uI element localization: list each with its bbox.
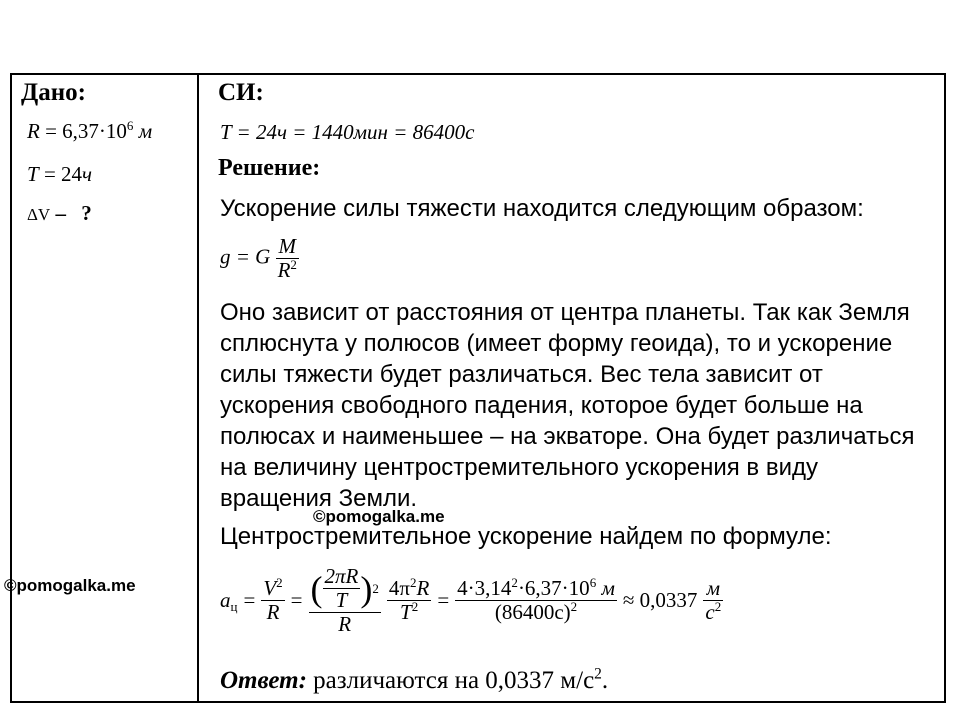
answer-label: Ответ:	[220, 667, 307, 694]
result-value: ≈ 0,0337	[622, 588, 698, 613]
watermark-left: ©pomogalka.me	[4, 576, 136, 595]
given-unknown: ΔV – ?	[27, 201, 92, 225]
gravity-intro: Ускорение силы тяжести находится следующим образом:	[220, 195, 864, 222]
given-column	[12, 75, 197, 701]
fraction-4pi2r-t2: $\frac{4\pi^2R}{T^2}$	[388, 575, 430, 625]
given-header: Дано:	[21, 79, 86, 106]
watermark-mid: ©pomogalka.me	[313, 507, 445, 526]
given-radius: $R = 6,37\cdot 10^6$ м	[27, 118, 153, 143]
solution-table	[10, 73, 946, 703]
solution-header: Решение:	[218, 155, 321, 181]
fraction-nested: ( $\frac{2\pi R}{T}$ ) 2 R	[310, 564, 379, 637]
fraction-v2-r: $\frac{V^2}{R}$	[263, 575, 283, 625]
answer-text: различаются на 0,0337 м/с	[313, 667, 595, 694]
centripetal-intro: Центростремительное ускорение найдем по формуле:	[220, 523, 832, 550]
explanation-paragraph: Оно зависит от расстояния от центра планеты. Так как Земля сплюснута у полюсов (имеет форму геоида), то и ускорение силы тяжести будет различаться. Вес тела зависит от ускорения свободного падения, которое будет больше на полюсах и наименьшее – на экваторе. Она будет различаться на величину центростремительного ускорения в виду вращения Земли.	[220, 299, 915, 512]
answer-line: Ответ: различаются на 0,0337 $м/с^2$.	[220, 665, 609, 694]
given-period: T = 24ч	[27, 162, 93, 186]
result-unit: $\frac{м}{с^2}$	[705, 576, 722, 625]
solution-column	[199, 75, 944, 701]
si-header: СИ:	[218, 79, 264, 106]
fraction-numeric: $\frac{4\cdot 3,14^2\cdot 6,37\cdot 10^6 м}{(86400с)^2}$	[457, 575, 615, 625]
gravity-formula: g = G $\frac{M}{R^2}$	[220, 234, 297, 283]
si-formula: T = 24ч = 1440мин = 86400с	[220, 120, 475, 144]
gravity-fraction: $\frac{M}{R^2}$	[277, 234, 297, 283]
centripetal-formula: $a_ц$ = $\frac{V^2}{R}$ = ( $\frac{2\pi R}{T}$ ) 2 R $\frac{4\pi^2R}{T^2}$ = $\frac{4\cdot 3,14^2\cdot 6,37\cdot 10^6 м}{(86400с)^2}$ ≈ 0,0337 $\frac{м}{с^2}$	[220, 564, 722, 637]
